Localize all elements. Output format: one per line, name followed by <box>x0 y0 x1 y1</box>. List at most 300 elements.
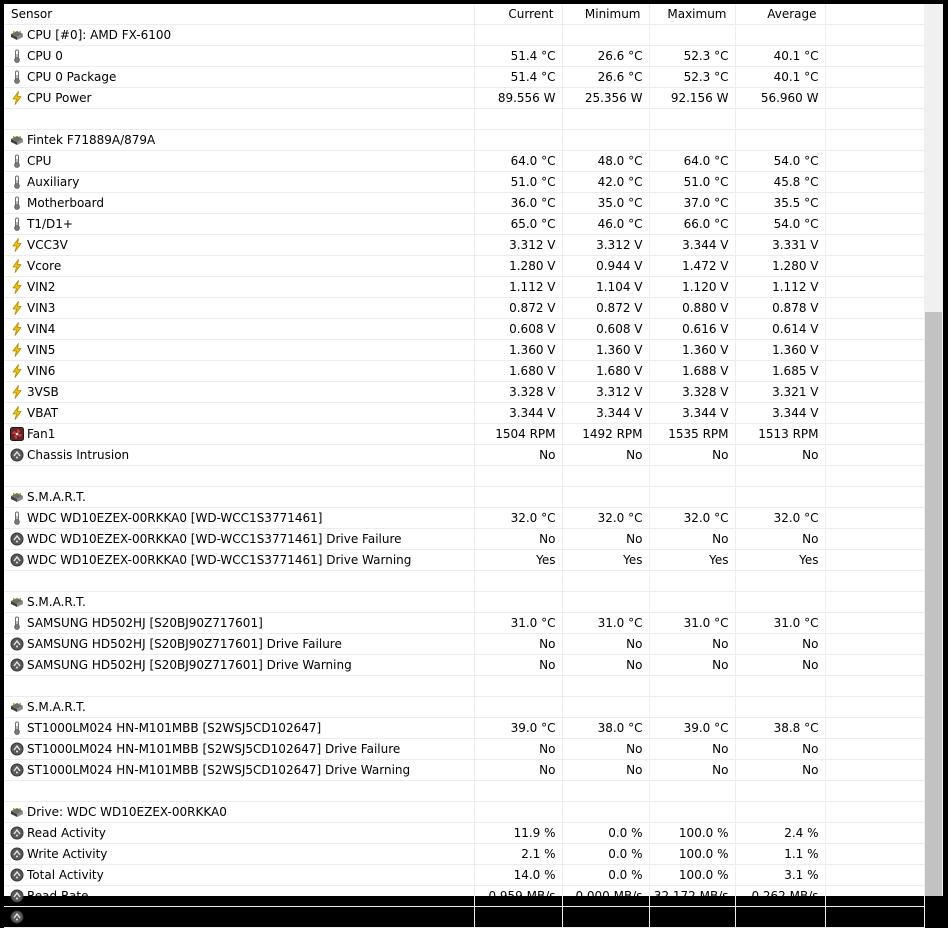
spacer-cell <box>825 109 924 130</box>
sensor-row[interactable] <box>4 193 924 214</box>
current-value: 0.872 V <box>474 298 562 319</box>
group-header-row[interactable] <box>4 802 924 823</box>
filler-cell <box>825 844 924 865</box>
maximum-value: 66.0 °C <box>649 214 735 235</box>
minimum-value: 0.608 V <box>562 319 649 340</box>
spacer-cell <box>474 109 562 130</box>
status-icon <box>10 742 24 756</box>
sensor-row[interactable] <box>4 403 924 424</box>
filler-cell <box>825 319 924 340</box>
sensor-label: ST1000LM024 HN-M101MBB [S2WSJ5CD102647] <box>27 721 322 735</box>
filler-cell <box>825 529 924 550</box>
current-value: 89.556 W <box>474 88 562 109</box>
maximum-value: 0.616 V <box>649 319 735 340</box>
sensor-name-cell <box>4 214 474 235</box>
sensor-name-cell <box>4 46 474 67</box>
maximum-value: 1.420 MB/s <box>649 907 735 928</box>
maximum-value: No <box>649 739 735 760</box>
minimum-value: 0.0 % <box>562 844 649 865</box>
sensor-row[interactable] <box>4 718 924 739</box>
status-icon <box>10 532 24 546</box>
spacer-cell <box>562 676 649 697</box>
spacer-row <box>4 571 924 592</box>
lightning-icon <box>10 385 24 399</box>
group-name-cell <box>4 802 474 823</box>
maximum-value: 37.0 °C <box>649 193 735 214</box>
spacer-cell <box>4 571 474 592</box>
current-value <box>474 130 562 151</box>
average-value: 3.321 V <box>735 382 825 403</box>
minimum-value: 25.356 W <box>562 88 649 109</box>
lightning-icon <box>10 364 24 378</box>
sensor-name-cell <box>4 88 474 109</box>
sensor-name-cell <box>4 634 474 655</box>
sensor-row[interactable] <box>4 445 924 466</box>
sensor-row[interactable] <box>4 298 924 319</box>
current-value: 2.1 % <box>474 844 562 865</box>
status-icon <box>10 889 24 903</box>
group-name-cell <box>4 592 474 613</box>
filler-cell <box>825 340 924 361</box>
column-header-current[interactable]: Current <box>474 4 562 25</box>
spacer-row <box>4 781 924 802</box>
current-value: 1504 RPM <box>474 424 562 445</box>
current-value <box>474 487 562 508</box>
sensor-row[interactable] <box>4 46 924 67</box>
sensor-label: CPU 0 Package <box>27 70 117 84</box>
group-header-row[interactable] <box>4 487 924 508</box>
sensor-row[interactable] <box>4 424 924 445</box>
maximum-value <box>649 697 735 718</box>
average-value: 40.1 °C <box>735 46 825 67</box>
average-value: 3.344 V <box>735 403 825 424</box>
average-value <box>735 487 825 508</box>
minimum-value: 26.6 °C <box>562 67 649 88</box>
sensor-row[interactable] <box>4 634 924 655</box>
lightning-icon <box>10 343 24 357</box>
maximum-value: 52.3 °C <box>649 67 735 88</box>
current-value: No <box>474 760 562 781</box>
column-header-minimum[interactable]: Minimum <box>562 4 649 25</box>
filler-cell <box>825 907 924 928</box>
average-value: 45.8 °C <box>735 172 825 193</box>
current-value: 1.280 V <box>474 256 562 277</box>
spacer-row <box>4 466 924 487</box>
maximum-value: 100.0 % <box>649 844 735 865</box>
sensor-row[interactable] <box>4 88 924 109</box>
average-value: 0.262 MB/s <box>735 886 825 907</box>
group-label: Fintek F71889A/879A <box>27 133 156 147</box>
sensor-row[interactable] <box>4 886 924 907</box>
sensor-label: VIN6 <box>27 364 56 378</box>
group-label: Drive: WDC WD10EZEX-00RKKA0 <box>27 805 227 819</box>
maximum-value: 1.120 V <box>649 277 735 298</box>
minimum-value: 1.680 V <box>562 361 649 382</box>
minimum-value: No <box>562 634 649 655</box>
maximum-value: 100.0 % <box>649 865 735 886</box>
maximum-value: 32.0 °C <box>649 508 735 529</box>
sensor-label: SAMSUNG HD502HJ [S20BJ90Z717601] Drive Failure <box>27 637 342 651</box>
sensor-row[interactable] <box>4 172 924 193</box>
maximum-value: 64.0 °C <box>649 151 735 172</box>
sensor-row[interactable] <box>4 361 924 382</box>
sensor-label: VIN3 <box>27 301 56 315</box>
minimum-value <box>562 25 649 46</box>
sensor-row[interactable] <box>4 277 924 298</box>
current-value: 36.0 °C <box>474 193 562 214</box>
sensor-row[interactable] <box>4 319 924 340</box>
average-value <box>735 130 825 151</box>
lightning-icon <box>10 322 24 336</box>
sensor-row[interactable] <box>4 529 924 550</box>
filler-cell <box>825 718 924 739</box>
sensor-name-cell <box>4 319 474 340</box>
sensor-label: 3VSB <box>27 385 59 399</box>
maximum-value: 92.156 W <box>649 88 735 109</box>
current-value: 64.0 °C <box>474 151 562 172</box>
average-value: No <box>735 739 825 760</box>
minimum-value: 3.312 V <box>562 235 649 256</box>
current-value: 31.0 °C <box>474 613 562 634</box>
average-value: 54.0 °C <box>735 214 825 235</box>
sensor-label: T1/D1+ <box>27 217 73 231</box>
minimum-value: No <box>562 739 649 760</box>
average-value <box>735 802 825 823</box>
column-header-filler <box>825 4 924 25</box>
average-value: 32.0 °C <box>735 508 825 529</box>
sensor-row[interactable] <box>4 256 924 277</box>
sensor-label: WDC WD10EZEX-00RKKA0 [WD-WCC1S3771461] <box>27 511 323 525</box>
sensor-row[interactable] <box>4 67 924 88</box>
average-value: 1.685 V <box>735 361 825 382</box>
minimum-value: Yes <box>562 550 649 571</box>
minimum-value: 1.360 V <box>562 340 649 361</box>
chip-icon <box>10 805 24 819</box>
maximum-value: 3.344 V <box>649 403 735 424</box>
sensor-label: WDC WD10EZEX-00RKKA0 [WD-WCC1S3771461] Drive Failure <box>27 532 402 546</box>
filler-cell <box>825 172 924 193</box>
sensor-row[interactable] <box>4 340 924 361</box>
sensor-table <box>4 4 925 928</box>
spacer-cell <box>474 676 562 697</box>
spacer-cell <box>474 781 562 802</box>
filler-cell <box>825 193 924 214</box>
sensor-name-cell <box>4 739 474 760</box>
sensor-label: Vcore <box>27 259 62 273</box>
scrollbar-thumb[interactable] <box>925 312 942 896</box>
average-value: 2.4 % <box>735 823 825 844</box>
spacer-cell <box>562 109 649 130</box>
sensor-label: SAMSUNG HD502HJ [S20BJ90Z717601] <box>27 616 263 630</box>
filler-cell <box>825 25 924 46</box>
sensor-row[interactable] <box>4 865 924 886</box>
group-label: S.M.A.R.T. <box>27 700 86 714</box>
filler-cell <box>825 886 924 907</box>
maximum-value <box>649 592 735 613</box>
average-value: No <box>735 655 825 676</box>
sensor-window <box>4 4 943 924</box>
minimum-value: 26.6 °C <box>562 46 649 67</box>
minimum-value: 0.944 V <box>562 256 649 277</box>
minimum-value: No <box>562 445 649 466</box>
sensor-label: CPU Power <box>27 91 92 105</box>
filler-cell <box>825 760 924 781</box>
group-label: S.M.A.R.T. <box>27 490 86 504</box>
minimum-value <box>562 487 649 508</box>
maximum-value: 1.688 V <box>649 361 735 382</box>
current-value: 3.328 V <box>474 382 562 403</box>
header-row <box>4 4 924 25</box>
sensor-label: Chassis Intrusion <box>27 448 130 462</box>
average-value: 3.1 % <box>735 865 825 886</box>
chip-icon <box>10 28 24 42</box>
filler-cell <box>825 508 924 529</box>
average-value: 31.0 °C <box>735 613 825 634</box>
current-value: 14.0 % <box>474 865 562 886</box>
current-value <box>474 592 562 613</box>
maximum-value: No <box>649 655 735 676</box>
status-icon <box>10 910 24 924</box>
sensor-name-cell <box>4 655 474 676</box>
sensor-row[interactable] <box>4 739 924 760</box>
sensor-row[interactable] <box>4 151 924 172</box>
current-value: 3.312 V <box>474 235 562 256</box>
minimum-value: 0.872 V <box>562 298 649 319</box>
column-header-sensor[interactable]: Sensor <box>4 4 474 25</box>
spacer-cell <box>649 571 735 592</box>
sensor-label: VIN5 <box>27 343 56 357</box>
current-value: No <box>474 739 562 760</box>
maximum-value <box>649 130 735 151</box>
chip-icon <box>10 490 24 504</box>
sensor-name-cell <box>4 256 474 277</box>
filler-cell <box>825 403 924 424</box>
current-value: 3.344 V <box>474 403 562 424</box>
average-value: No <box>735 634 825 655</box>
maximum-value: No <box>649 529 735 550</box>
filler-cell <box>825 151 924 172</box>
current-value: No <box>474 655 562 676</box>
average-value: 40.1 °C <box>735 67 825 88</box>
filler-cell <box>825 487 924 508</box>
average-value: 1.280 V <box>735 256 825 277</box>
sensor-label: Read Rate <box>27 889 89 903</box>
average-value: 1.112 V <box>735 277 825 298</box>
sensor-name-cell <box>4 508 474 529</box>
lightning-icon <box>10 406 24 420</box>
minimum-value: 1.104 V <box>562 277 649 298</box>
sensor-name-cell <box>4 613 474 634</box>
sensor-label: Auxiliary <box>27 175 80 189</box>
average-value <box>735 592 825 613</box>
current-value: No <box>474 634 562 655</box>
sensor-row[interactable] <box>4 550 924 571</box>
group-name-cell <box>4 25 474 46</box>
spacer-cell <box>649 781 735 802</box>
filler-cell <box>825 550 924 571</box>
group-header-row[interactable] <box>4 592 924 613</box>
maximum-value: 1.472 V <box>649 256 735 277</box>
thermometer-icon <box>10 511 24 525</box>
average-value <box>735 697 825 718</box>
minimum-value: 0.000 MB/s <box>562 907 649 928</box>
filler-cell <box>825 298 924 319</box>
spacer-cell <box>825 571 924 592</box>
spacer-cell <box>649 109 735 130</box>
minimum-value: 31.0 °C <box>562 613 649 634</box>
group-name-cell <box>4 130 474 151</box>
sensor-name-cell <box>4 823 474 844</box>
sensor-row[interactable] <box>4 844 924 865</box>
spacer-cell <box>4 781 474 802</box>
sensor-name-cell <box>4 151 474 172</box>
average-value <box>735 25 825 46</box>
minimum-value: 0.000 MB/s <box>562 886 649 907</box>
sensor-name-cell <box>4 340 474 361</box>
maximum-value: 100.0 % <box>649 823 735 844</box>
maximum-value: 39.0 °C <box>649 718 735 739</box>
sensor-label: Motherboard <box>27 196 104 210</box>
filler-cell <box>825 277 924 298</box>
sensor-row[interactable] <box>4 655 924 676</box>
filler-cell <box>825 235 924 256</box>
current-value: 0.959 MB/s <box>474 886 562 907</box>
sensor-row[interactable] <box>4 613 924 634</box>
sensor-row[interactable] <box>4 907 924 928</box>
sensor-row[interactable] <box>4 382 924 403</box>
sensor-label: Read Activity <box>27 826 106 840</box>
group-header-row[interactable] <box>4 130 924 151</box>
minimum-value: No <box>562 760 649 781</box>
sensor-name-cell <box>4 844 474 865</box>
minimum-value <box>562 697 649 718</box>
sensor-row[interactable] <box>4 214 924 235</box>
group-name-cell <box>4 487 474 508</box>
current-value: No <box>474 529 562 550</box>
maximum-value: 51.0 °C <box>649 172 735 193</box>
sensor-name-cell <box>4 277 474 298</box>
sensor-name-cell <box>4 67 474 88</box>
status-icon <box>10 868 24 882</box>
column-header-maximum[interactable]: Maximum <box>649 4 735 25</box>
average-value: No <box>735 760 825 781</box>
maximum-value: 52.3 °C <box>649 46 735 67</box>
sensor-name-cell <box>4 445 474 466</box>
sensor-name-cell <box>4 193 474 214</box>
current-value: 32.0 °C <box>474 508 562 529</box>
sensor-name-cell <box>4 235 474 256</box>
minimum-value: 48.0 °C <box>562 151 649 172</box>
group-header-row[interactable] <box>4 25 924 46</box>
filler-cell <box>825 46 924 67</box>
status-icon <box>10 658 24 672</box>
filler-cell <box>825 592 924 613</box>
sensor-name-cell <box>4 424 474 445</box>
current-value: 0.060 MB/s <box>474 907 562 928</box>
sensor-row[interactable] <box>4 235 924 256</box>
thermometer-icon <box>10 49 24 63</box>
chip-icon <box>10 595 24 609</box>
filler-cell <box>825 697 924 718</box>
sensor-rows <box>4 25 924 928</box>
spacer-cell <box>4 676 474 697</box>
maximum-value: Yes <box>649 550 735 571</box>
thermometer-icon <box>10 70 24 84</box>
average-value: No <box>735 529 825 550</box>
group-label: S.M.A.R.T. <box>27 595 86 609</box>
spacer-cell <box>474 571 562 592</box>
group-label: CPU [#0]: AMD FX-6100 <box>27 28 172 42</box>
thermometer-icon <box>10 196 24 210</box>
current-value: 1.360 V <box>474 340 562 361</box>
spacer-cell <box>649 466 735 487</box>
average-value: 3.331 V <box>735 235 825 256</box>
spacer-cell <box>4 466 474 487</box>
maximum-value: 32.172 MB/s <box>649 886 735 907</box>
lightning-icon <box>10 301 24 315</box>
column-header-average[interactable]: Average <box>735 4 825 25</box>
minimum-value: No <box>562 529 649 550</box>
filler-cell <box>825 634 924 655</box>
sensor-label: Write Rate <box>27 910 91 924</box>
spacer-cell <box>735 466 825 487</box>
maximum-value: 31.0 °C <box>649 613 735 634</box>
sensor-name-cell <box>4 760 474 781</box>
minimum-value: 42.0 °C <box>562 172 649 193</box>
sensor-label: VBAT <box>27 406 59 420</box>
maximum-value: No <box>649 634 735 655</box>
sensor-label: Fan1 <box>27 427 56 441</box>
lightning-icon <box>10 91 24 105</box>
fan-icon <box>10 427 24 441</box>
chip-icon <box>10 133 24 147</box>
group-header-row[interactable] <box>4 697 924 718</box>
maximum-value: No <box>649 445 735 466</box>
spacer-cell <box>474 466 562 487</box>
minimum-value: 3.312 V <box>562 382 649 403</box>
thermometer-icon <box>10 616 24 630</box>
spacer-cell <box>649 676 735 697</box>
sensor-label: ST1000LM024 HN-M101MBB [S2WSJ5CD102647] Drive Failure <box>27 742 401 756</box>
current-value: 0.608 V <box>474 319 562 340</box>
sensor-name-cell <box>4 865 474 886</box>
sensor-row[interactable] <box>4 508 924 529</box>
sensor-name-cell <box>4 550 474 571</box>
status-icon <box>10 637 24 651</box>
sensor-name-cell <box>4 529 474 550</box>
current-value: No <box>474 445 562 466</box>
status-icon <box>10 553 24 567</box>
maximum-value: 3.328 V <box>649 382 735 403</box>
sensor-row[interactable] <box>4 823 924 844</box>
spacer-row <box>4 676 924 697</box>
minimum-value: 32.0 °C <box>562 508 649 529</box>
current-value: 1.112 V <box>474 277 562 298</box>
sensor-name-cell <box>4 403 474 424</box>
current-value <box>474 802 562 823</box>
filler-cell <box>825 445 924 466</box>
thermometer-icon <box>10 154 24 168</box>
sensor-row[interactable] <box>4 760 924 781</box>
sensor-name-cell <box>4 298 474 319</box>
thermometer-icon <box>10 175 24 189</box>
minimum-value: 46.0 °C <box>562 214 649 235</box>
average-value: 0.614 V <box>735 319 825 340</box>
filler-cell <box>825 424 924 445</box>
thermometer-icon <box>10 217 24 231</box>
minimum-value: 3.344 V <box>562 403 649 424</box>
current-value: 11.9 % <box>474 823 562 844</box>
